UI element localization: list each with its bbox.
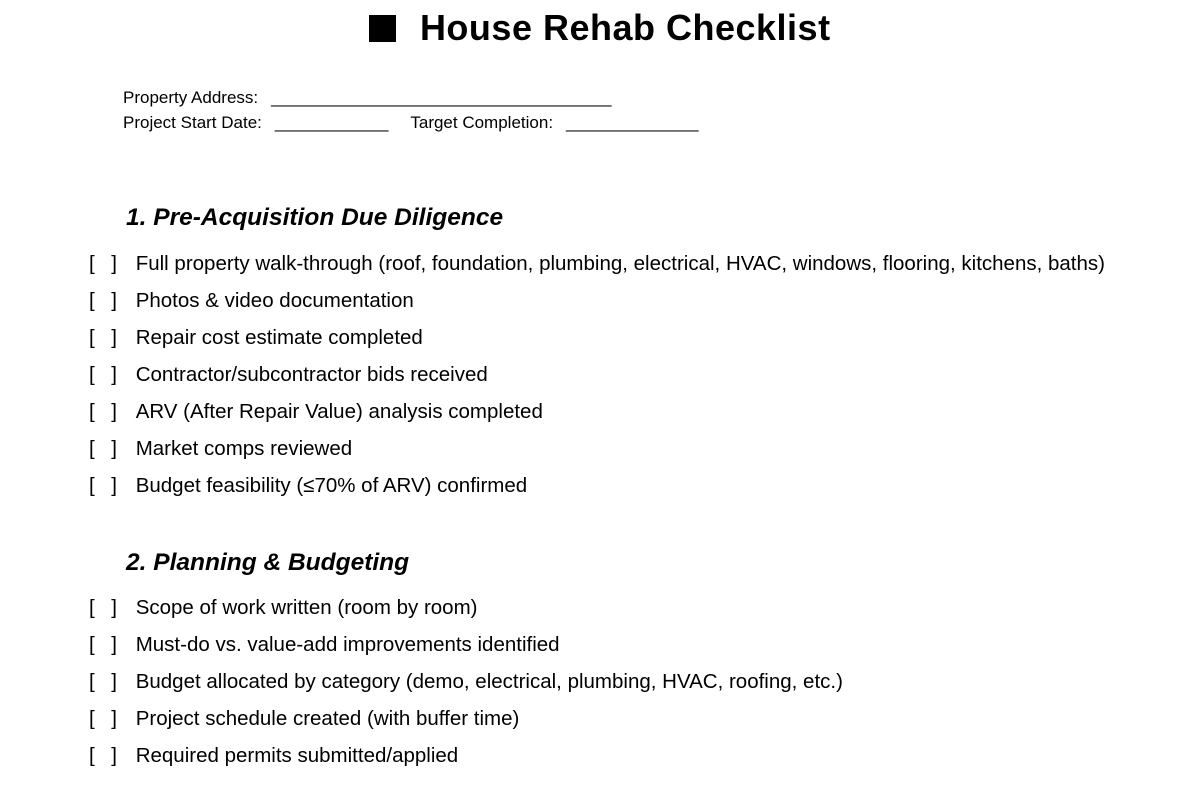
checkbox-icon xyxy=(89,589,117,626)
checkbox-close-bracket: ] xyxy=(111,633,117,656)
checkbox-icon xyxy=(89,356,117,393)
checklist-item xyxy=(89,663,1200,700)
checklist-planning-budgeting xyxy=(0,589,1200,774)
checklist-item-label: Budget allocated by category (demo, electrical, plumbing, HVAC, roofing, etc.) xyxy=(135,670,843,693)
checkbox-open-bracket: [ xyxy=(89,289,95,312)
checkbox-close-bracket: ] xyxy=(111,707,117,730)
page-title-text: House Rehab Checklist xyxy=(419,7,831,48)
header-fields xyxy=(123,85,1200,135)
checklist-item xyxy=(89,393,1200,430)
checkbox-icon xyxy=(89,626,117,663)
checklist-item-label: Required permits submitted/applied xyxy=(135,744,459,767)
checkbox-icon xyxy=(89,393,117,430)
checkbox-open-bracket: [ xyxy=(89,474,95,497)
checkbox-open-bracket: [ xyxy=(89,707,95,730)
checkbox-icon xyxy=(89,700,117,737)
target-completion-label: Target Completion: xyxy=(410,113,554,132)
checklist-item xyxy=(89,319,1200,356)
checkbox-open-bracket: [ xyxy=(89,400,95,423)
checkbox-close-bracket: ] xyxy=(111,363,117,386)
checklist-item xyxy=(89,430,1200,467)
checklist-item-label: Repair cost estimate completed xyxy=(135,326,423,349)
checkbox-icon xyxy=(89,467,117,504)
checkbox-close-bracket: ] xyxy=(111,670,117,693)
checklist-item-label: Scope of work written (room by room) xyxy=(135,596,478,619)
checkbox-close-bracket: ] xyxy=(111,326,117,349)
checkbox-close-bracket: ] xyxy=(111,252,117,275)
checklist-item xyxy=(89,589,1200,626)
start-date-label: Project Start Date: xyxy=(123,113,262,132)
checkbox-icon xyxy=(89,282,117,319)
checkbox-open-bracket: [ xyxy=(89,744,95,767)
checklist-item xyxy=(89,467,1200,504)
checklist-item-label: Must-do vs. value-add improvements identified xyxy=(135,633,560,656)
checkbox-open-bracket: [ xyxy=(89,252,95,275)
checklist-item-label: Budget feasibility (≤70% of ARV) confirmed xyxy=(135,474,528,497)
checkbox-open-bracket: [ xyxy=(89,596,95,619)
page-title xyxy=(0,0,1200,50)
checklist-item-label: ARV (After Repair Value) analysis completed xyxy=(135,400,543,423)
checkbox-open-bracket: [ xyxy=(89,633,95,656)
property-address-blank: ____________________________________ xyxy=(271,88,612,107)
checkbox-close-bracket: ] xyxy=(111,744,117,767)
black-square-icon xyxy=(369,15,396,42)
checklist-item-label: Full property walk-through (roof, foundation, plumbing, electrical, HVAC, windows, flooring, kitchens, baths) xyxy=(135,252,1105,275)
property-address-line xyxy=(123,85,1200,110)
section-heading-planning-budgeting: 2. Planning & Budgeting xyxy=(126,549,410,576)
checklist-item-label: Market comps reviewed xyxy=(135,437,353,460)
checklist-item xyxy=(89,700,1200,737)
section-heading-pre-acquisition: 1. Pre-Acquisition Due Diligence xyxy=(126,204,504,231)
target-completion-blank: ______________ xyxy=(566,113,699,132)
checkbox-close-bracket: ] xyxy=(111,400,117,423)
start-date-blank: ____________ xyxy=(274,113,389,132)
checkbox-open-bracket: [ xyxy=(89,437,95,460)
checkbox-icon xyxy=(89,737,117,774)
dates-line xyxy=(123,110,1200,135)
checkbox-close-bracket: ] xyxy=(111,289,117,312)
checklist-item-label: Photos & video documentation xyxy=(135,289,414,312)
checkbox-open-bracket: [ xyxy=(89,326,95,349)
checklist-item xyxy=(89,626,1200,663)
checkbox-icon xyxy=(89,663,117,700)
checklist-item-label: Contractor/subcontractor bids received xyxy=(135,363,488,386)
checklist-pre-acquisition xyxy=(0,245,1200,504)
checklist-item xyxy=(89,737,1200,774)
checkbox-close-bracket: ] xyxy=(111,437,117,460)
checkbox-close-bracket: ] xyxy=(111,596,117,619)
checkbox-icon xyxy=(89,430,117,467)
checkbox-icon xyxy=(89,319,117,356)
checklist-item xyxy=(89,356,1200,393)
property-address-label: Property Address: xyxy=(123,88,259,107)
checkbox-open-bracket: [ xyxy=(89,670,95,693)
checkbox-close-bracket: ] xyxy=(111,474,117,497)
checklist-item xyxy=(89,245,1200,282)
checklist-item-label: Project schedule created (with buffer time) xyxy=(135,707,520,730)
checkbox-icon xyxy=(89,245,117,282)
checkbox-open-bracket: [ xyxy=(89,363,95,386)
checklist-item xyxy=(89,282,1200,319)
